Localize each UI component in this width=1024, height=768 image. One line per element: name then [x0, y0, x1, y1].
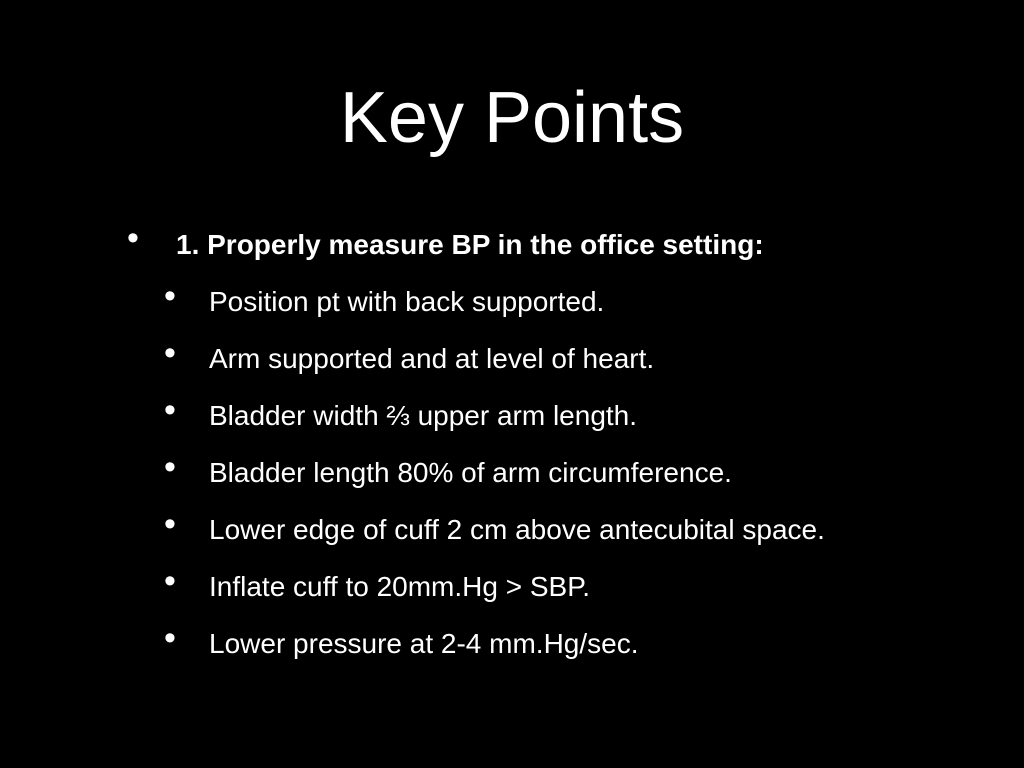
sub-bullet-icon: •	[164, 619, 176, 657]
sub-bullet-icon: •	[164, 334, 176, 372]
sub-bullet-icon: •	[164, 391, 176, 429]
sub-point-item	[0, 562, 1024, 624]
sub-bullet-icon: •	[164, 448, 176, 486]
sub-point-item	[0, 334, 1024, 396]
sub-point-item	[0, 505, 1024, 567]
sub-bullet-icon: •	[164, 277, 176, 315]
sub-point-text: Lower pressure at 2-4 mm.Hg/sec.	[209, 628, 639, 659]
sub-point-text: Inflate cuff to 20mm.Hg > SBP.	[209, 571, 591, 602]
sub-point-item	[0, 619, 1024, 681]
sub-point-item	[0, 448, 1024, 510]
sub-point-text: Lower edge of cuff 2 cm above antecubital space.	[209, 514, 825, 545]
sub-point-list	[0, 277, 1024, 681]
sub-point-text: Position pt with back supported.	[209, 286, 605, 317]
main-bullet-icon: •	[127, 219, 139, 257]
sub-point-text: Bladder width ⅔ upper arm length.	[209, 400, 638, 431]
sub-point-item	[0, 391, 1024, 453]
slide-title: Key Points	[339, 78, 685, 158]
sub-point-text: Bladder length 80% of arm circumference.	[209, 457, 732, 488]
main-point-text: 1. Properly measure BP in the office setting:	[176, 229, 764, 260]
sub-bullet-icon: •	[164, 562, 176, 600]
sub-point-text: Arm supported and at level of heart.	[209, 343, 655, 374]
sub-bullet-icon: •	[164, 505, 176, 543]
sub-point-item	[0, 277, 1024, 339]
